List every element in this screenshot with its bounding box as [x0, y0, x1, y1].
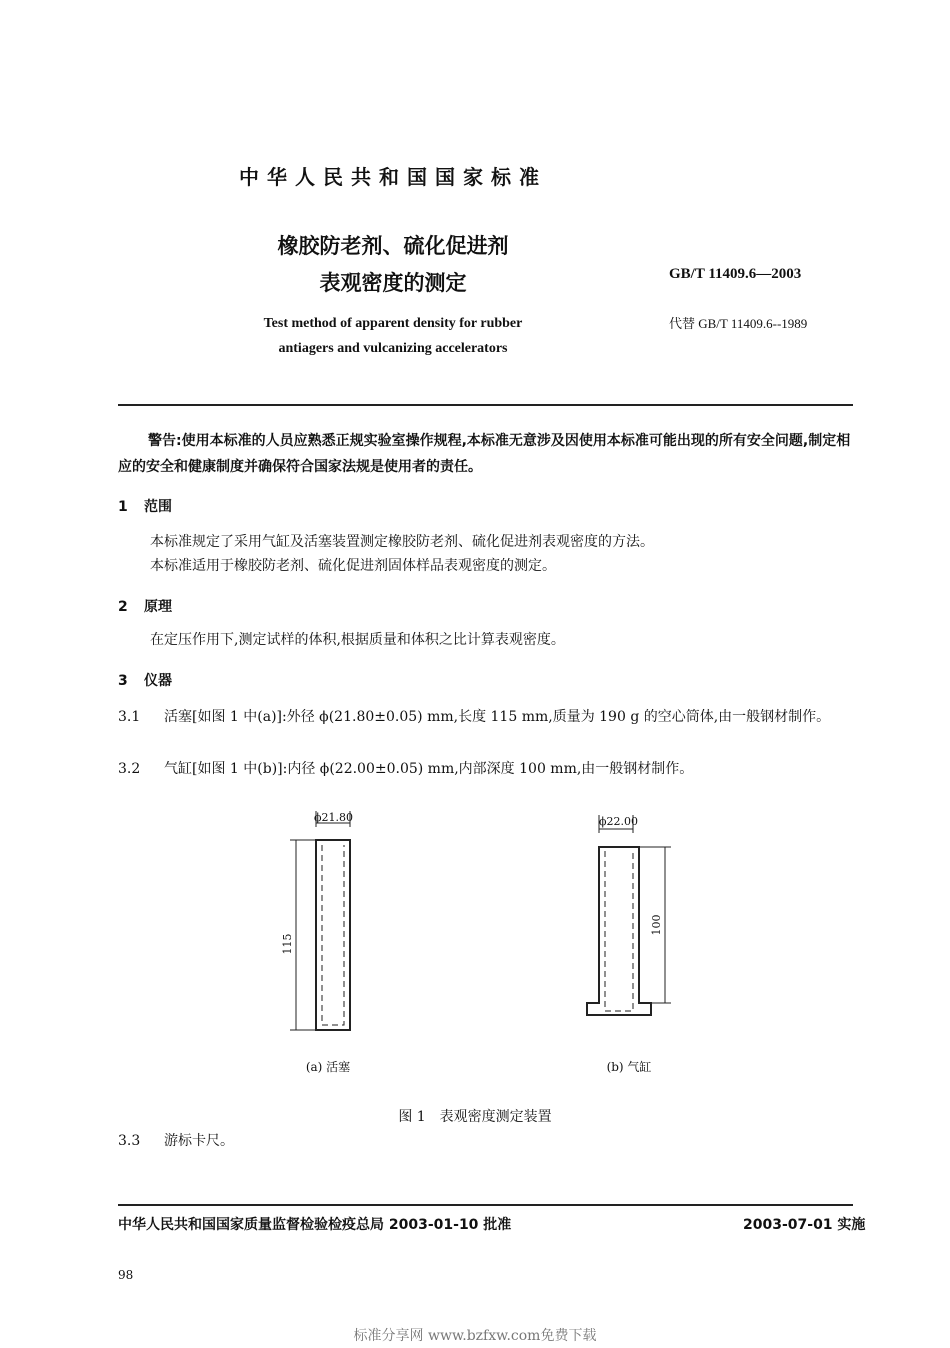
section-3-heading	[118, 670, 172, 690]
footer-divider	[118, 1204, 853, 1206]
figure-piston	[272, 805, 382, 1085]
section-2-number: 2	[118, 599, 128, 615]
item-3-1-number: 3.1	[118, 709, 141, 725]
cylinder-caption: (b) 气缸	[606, 1060, 652, 1074]
section-1-title: 范围	[144, 499, 172, 515]
warning-paragraph: 警告:使用本标准的人员应熟悉正规实验室操作规程,本标准无意涉及因使用本标准可能出现的所有安全问题,制定相应的安全和健康制度并确保符合国家法规是使用者的责任。	[118, 433, 851, 475]
piston-caption: (a) 活塞	[305, 1060, 351, 1074]
figure-cylinder	[575, 805, 685, 1085]
item-3-3	[118, 1128, 856, 1154]
watermark: 标准分享网 www.bzfxw.com免费下载	[353, 1328, 597, 1344]
national-standard-label: 中华人民共和国国家标准	[239, 165, 547, 189]
effective-date: 2003-07-01 实施	[743, 1217, 866, 1233]
cylinder-outline	[587, 847, 651, 1015]
cylinder-diameter-label: ϕ22.00	[599, 815, 638, 828]
title-en-line2: antiagers and vulcanizing accelerators	[278, 341, 508, 356]
replaces-standard: 代替 GB/T 11409.6--1989	[669, 316, 808, 331]
piston-length-label: 115	[281, 933, 294, 955]
title-en-line1: Test method of apparent density for rubber	[263, 316, 523, 331]
section-2-paragraph-1: 在定压作用下,测定试样的体积,根据质量和体积之比计算表观密度。	[150, 632, 565, 648]
item-3-2-number: 3.2	[118, 761, 141, 777]
section-1-paragraph-2: 本标准适用于橡胶防老剂、硫化促进剂固体样品表观密度的测定。	[150, 558, 556, 574]
section-3-title: 仪器	[144, 673, 172, 689]
title-cn-line2: 表观密度的测定	[319, 271, 467, 295]
title-cn-line1: 橡胶防老剂、硫化促进剂	[277, 234, 509, 258]
section-1-heading	[118, 496, 172, 516]
page-number: 98	[118, 1268, 134, 1282]
item-3-3-text: 游标卡尺。	[164, 1133, 234, 1149]
item-3-1	[118, 704, 856, 730]
section-2-heading	[118, 596, 172, 616]
cylinder-bore-dashed	[605, 851, 633, 1011]
piston-diameter-label: ϕ21.80	[314, 811, 353, 824]
item-3-1-text: 活塞[如图 1 中(a)]:外径 ϕ(21.80±0.05) mm,长度 115 mm,质量为 190 g 的空心筒体,由一般钢材制作。	[164, 709, 831, 725]
item-3-3-number: 3.3	[118, 1133, 141, 1149]
section-3-number: 3	[118, 673, 128, 689]
section-1-number: 1	[118, 499, 128, 515]
item-3-2	[118, 756, 856, 782]
piston-hollow-dashed	[322, 845, 344, 1025]
piston-outline	[316, 840, 350, 1030]
item-3-2-text: 气缸[如图 1 中(b)]:内径 ϕ(22.00±0.05) mm,内部深度 100 mm,由一般钢材制作。	[164, 761, 694, 777]
cylinder-depth-label: 100	[650, 914, 663, 936]
header-divider	[118, 404, 853, 406]
standard-number: GB/T 11409.6—2003	[669, 266, 802, 282]
figure-caption: 图 1 表观密度测定装置	[398, 1109, 552, 1125]
section-1-paragraph-1: 本标准规定了采用气缸及活塞装置测定橡胶防老剂、硫化促进剂表观密度的方法。	[150, 534, 654, 550]
issuing-authority: 中华人民共和国国家质量监督检验检疫总局 2003-01-10 批准	[118, 1217, 512, 1233]
section-2-title: 原理	[144, 599, 172, 615]
